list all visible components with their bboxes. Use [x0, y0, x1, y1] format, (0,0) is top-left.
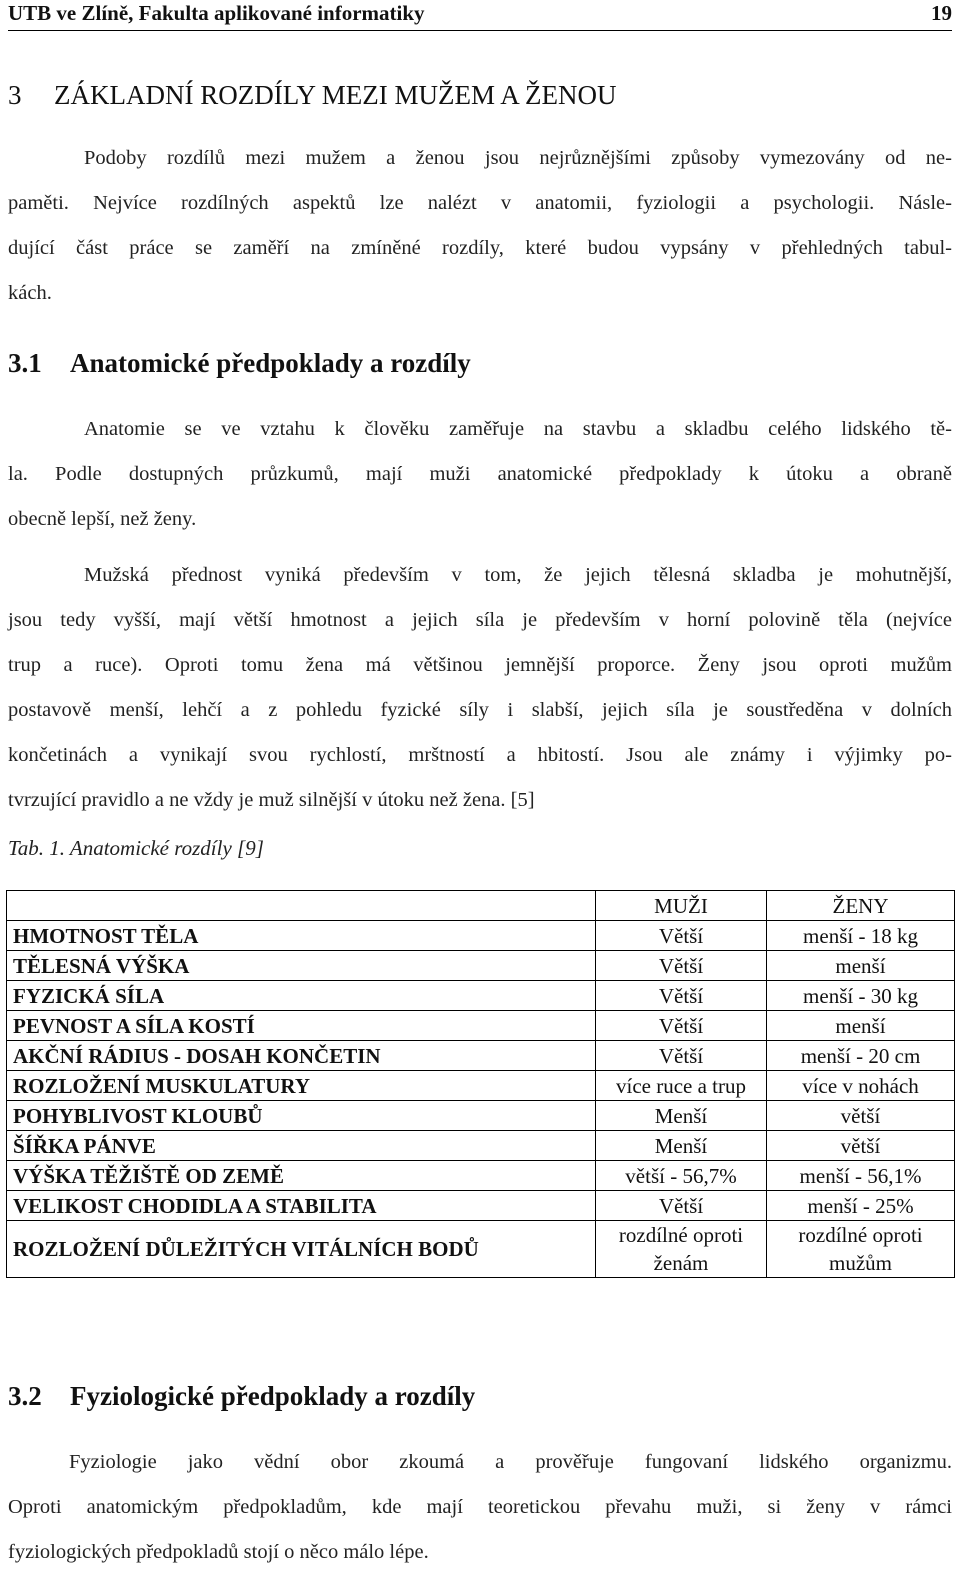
cell-women: menší - 30 kg: [767, 981, 955, 1011]
cell-men: Větší: [596, 1191, 767, 1221]
chapter-intro-paragraph: [8, 136, 952, 316]
table-row: [7, 1101, 955, 1131]
row-label: POHYBLIVOST KLOUBŮ: [7, 1101, 596, 1131]
column-header-women: ŽENY: [767, 891, 955, 921]
text-line: fyziologických předpokladů stojí o něco málo lépe.: [8, 1541, 429, 1563]
cell-women: více v nohách: [767, 1071, 955, 1101]
table-row: [7, 1011, 955, 1041]
cell-men: Větší: [596, 951, 767, 981]
cell-men: Menší: [596, 1101, 767, 1131]
column-header-men: MUŽI: [596, 891, 767, 921]
text-line: kách.: [8, 282, 52, 304]
row-label: VÝŠKA TĚŽIŠTĚ OD ZEMĚ: [7, 1161, 596, 1191]
anatomy-paragraph-2: [8, 553, 952, 823]
table-row: [7, 1191, 955, 1221]
cell-men: Větší: [596, 921, 767, 951]
row-label: FYZICKÁ SÍLA: [7, 981, 596, 1011]
text-line: Podoby rozdílů mezi mužem a ženou jsou nejrůznějšími způsoby vymezovány od ne-: [84, 147, 952, 169]
text-line: končetinách a vynikají svou rychlostí, mrštností a hbitostí. Jsou ale známy i výjimky po-: [8, 744, 952, 766]
section-number: 3.2: [8, 1381, 42, 1411]
table-caption: Tab. 1. Anatomické rozdíly [9]: [8, 836, 264, 860]
table-row: [7, 1161, 955, 1191]
page-number: 19: [931, 1, 952, 25]
section-title: Fyziologické předpoklady a rozdíly: [70, 1381, 476, 1411]
text-line: postavově menší, lehčí a z pohledu fyzické síly i slabší, jejich síla je soustředěna v dolních: [8, 699, 952, 721]
table-row: [7, 1071, 955, 1101]
table-row: [7, 1221, 955, 1278]
cell-women: menší - 25%: [767, 1191, 955, 1221]
row-label: VELIKOST CHODIDLA A STABILITA: [7, 1191, 596, 1221]
table-row: [7, 951, 955, 981]
header-title: UTB ve Zlíně, Fakulta aplikované informatiky: [8, 1, 425, 25]
cell-women: menší - 20 cm: [767, 1041, 955, 1071]
chapter-number: 3: [8, 80, 22, 110]
cell-women: větší: [767, 1101, 955, 1131]
text-line: la. Podle dostupných průzkumů, mají muži anatomické předpoklady k útoku a obraně: [8, 463, 952, 485]
section-3-2-heading: [8, 1381, 475, 1412]
table-row: [7, 981, 955, 1011]
text-line: paměti. Nejvíce rozdílných aspektů lze nalézt v anatomii, fyziologii a psychologii. Násle-: [8, 192, 952, 214]
section-number: 3.1: [8, 348, 42, 378]
cell-women: menší: [767, 1011, 955, 1041]
section-title: Anatomické předpoklady a rozdíly: [70, 348, 471, 378]
text-line: tvrzující pravidlo a ne vždy je muž silnější v útoku než žena. [5]: [8, 789, 535, 811]
text-line: Mužská přednost vyniká především v tom, že jejich tělesná skladba je mohutnější,: [84, 564, 952, 586]
row-label: AKČNÍ RÁDIUS - DOSAH KONČETIN: [7, 1041, 596, 1071]
row-label: ROZLOŽENÍ MUSKULATURY: [7, 1071, 596, 1101]
cell-women: rozdílné oproti mužům: [767, 1221, 955, 1278]
text-line: Anatomie se ve vztahu k člověku zaměřuje na stavbu a skladbu celého lidského tě-: [84, 418, 952, 440]
cell-men: Menší: [596, 1131, 767, 1161]
cell-women: menší - 18 kg: [767, 921, 955, 951]
text-line: jsou tedy vyšší, mají větší hmotnost a jejich síla je především v horní polovině těla (nejvíce: [8, 609, 952, 631]
table-row: [7, 1041, 955, 1071]
anatomy-table: [6, 890, 955, 1278]
table-header-empty-cell: [7, 891, 596, 921]
row-label: TĚLESNÁ VÝŠKA: [7, 951, 596, 981]
cell-women: menší: [767, 951, 955, 981]
cell-women: menší - 56,1%: [767, 1161, 955, 1191]
cell-men: větší - 56,7%: [596, 1161, 767, 1191]
chapter-heading: [8, 80, 616, 111]
text-line: dující část práce se zaměří na zmíněné rozdíly, které budou vypsány v přehledných tabul-: [8, 237, 952, 259]
row-label: ROZLOŽENÍ DŮLEŽITÝCH VITÁLNÍCH BODŮ: [7, 1221, 596, 1278]
cell-men: více ruce a trup: [596, 1071, 767, 1101]
page-header: [8, 0, 952, 31]
table-row: [7, 921, 955, 951]
row-label: PEVNOST A SÍLA KOSTÍ: [7, 1011, 596, 1041]
cell-men: Větší: [596, 981, 767, 1011]
table-header-row: [7, 891, 955, 921]
text-line: trup a ruce). Oproti tomu žena má většinou jemnější proporce. Ženy jsou oproti mužům: [8, 654, 952, 676]
section-3-1-heading: [8, 348, 471, 379]
text-line: Oproti anatomickým předpokladům, kde mají teoretickou převahu muži, si ženy v rámci: [8, 1496, 952, 1518]
cell-men: rozdílné oproti ženám: [596, 1221, 767, 1278]
text-line: obecně lepší, než ženy.: [8, 508, 197, 530]
cell-men: Větší: [596, 1011, 767, 1041]
chapter-title: ZÁKLADNÍ ROZDÍLY MEZI MUŽEM A ŽENOU: [54, 80, 617, 110]
anatomy-paragraph-1: [8, 407, 952, 542]
table-row: [7, 1131, 955, 1161]
row-label: ŠÍŘKA PÁNVE: [7, 1131, 596, 1161]
physiology-paragraph: [8, 1440, 952, 1575]
text-line: Fyziologie jako vědní obor zkoumá a prověřuje fungovaní lidského organizmu.: [69, 1451, 952, 1473]
cell-men: Větší: [596, 1041, 767, 1071]
row-label: HMOTNOST TĚLA: [7, 921, 596, 951]
cell-women: větší: [767, 1131, 955, 1161]
